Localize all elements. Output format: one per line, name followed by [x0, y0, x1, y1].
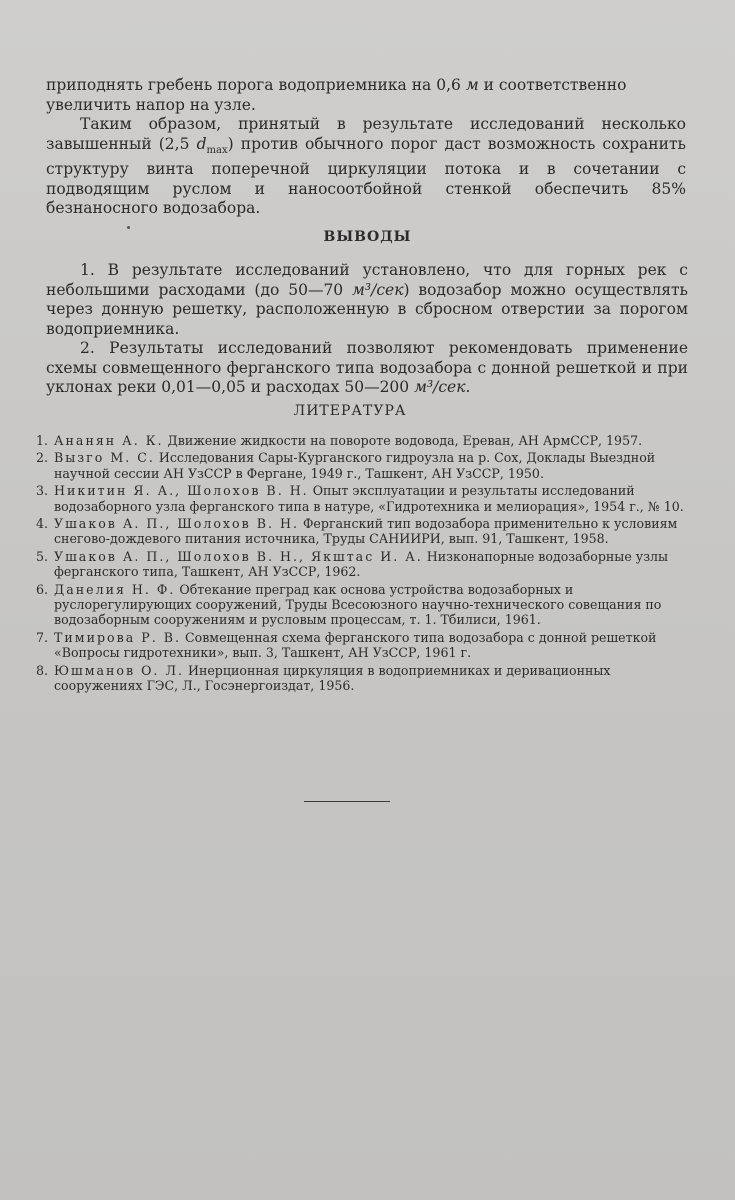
conclusions-text	[46, 261, 688, 398]
reference-item: 7. Тимирова Р. В. Совмещенная схема ферганского типа водозабора с донной решеткой «Вопросы гидротехники», вып. 3, Ташкент, АН УзССР, 1961 г.	[35, 629, 657, 661]
literature-heading: ЛИТЕРАТУРА	[293, 403, 407, 419]
reference-item: 8. Юшманов О. Л. Инерционная циркуляция в водоприемниках и деривационных сооружениях ГЭС, Л., Госэнергоиздат, 1956.	[35, 662, 611, 694]
reference-item: 2. Вызго М. С. Исследования Сары-Курганского гидроузла на р. Сох, Доклады Выездной научной сессии АН УзССР в Фергане, 1949 г., Ташкент, АН УзССР, 1950.	[35, 450, 656, 481]
reference-item: 1. Ананян А. К. Движение жидкости на повороте водовода, Ереван, АН АрмССР, 1957.	[35, 433, 643, 448]
reference-item: 4. Ушаков А. П., Шолохов В. Н. Ферганский тип водозабора применительно к условиям снегово-дождевого питания источника, Труды САНИИРИ, вып. 91, Ташкент, 1958.	[35, 516, 678, 547]
intro-paragraph-2: Таким образом, принятый в результате исследований несколько завышенный (2,5 $d_{max}$) против обычного порог даст возможность сохранить структуру винта поперечной циркуляции потока и в сочетании с подводящим руслом и наносоотбойной стенкой обеспечить 85% безнаносного водозабора.	[46, 115, 686, 218]
reference-item: 3. Никитин Я. А., Шолохов В. Н. Опыт эксплуатации и результаты исследований водозаборного узла ферганского типа в натуре, «Гидротехника и мелиорация», 1954 г., № 10.	[35, 483, 684, 514]
reference-item: 6. Данелия Н. Ф. Обтекание преград как основа устройства водозаборных и руслорегулирующих сооружений, Труды Всесоюзного научно-технического совещания по водозаборным сооружениям и русловым процессам, т. 1. Тбилиси, 1961.	[35, 581, 662, 628]
references-list	[30, 433, 690, 696]
conclusions-heading: ВЫВОДЫ	[323, 229, 412, 245]
intro-text	[46, 76, 686, 219]
end-rule	[304, 801, 390, 802]
conclusion-2: 2. Результаты исследований позволяют рекомендовать применение схемы совмещенного ферганского типа водозабора с донной решеткой и при уклонах реки 0,01—0,05 и расходах 50—200 м³/сек.	[46, 339, 688, 396]
intro-paragraph-1: приподнять гребень порога водоприемника на 0,6 м и соответственно увеличить напор на узле.	[46, 76, 627, 114]
reference-item: 5. Ушаков А. П., Шолохов В. Н., Якштас И. А. Низконапорные водозаборные узлы ферганского типа, Ташкент, АН УзССР, 1962.	[35, 548, 669, 580]
conclusion-1: 1. В результате исследований установлено, что для горных рек с небольшими расходами (до 50—70 м³/сек) водозабор можно осуществлять через донную решетку, расположенную в сбросном отверстии за порогом водоприемника.	[46, 261, 688, 338]
